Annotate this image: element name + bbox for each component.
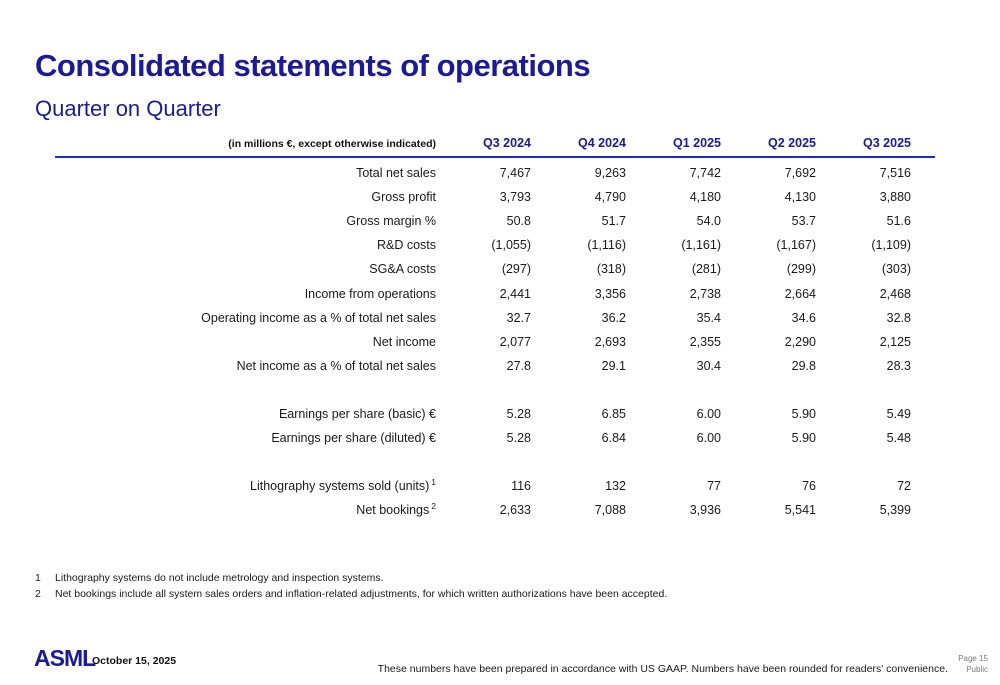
cell-value: 76 (802, 479, 816, 494)
table-header-row (55, 136, 935, 157)
cell-value: 5.49 (886, 406, 911, 421)
cell-value: 28.3 (886, 358, 911, 373)
cell-value: (1,161) (681, 238, 721, 253)
table-row (55, 257, 935, 281)
footer-disclaimer: These numbers have been prepared in accordance with US GAAP. Numbers have been rounded for readers' convenience. (377, 663, 948, 675)
row-label: Gross margin % (346, 214, 436, 229)
cell-value: 5,399 (879, 503, 911, 518)
row-label: Lithography systems sold (units) $^1$ (250, 477, 436, 494)
footnote (35, 587, 667, 603)
cell-value: 7,088 (594, 503, 626, 518)
cell-value: (1,167) (776, 238, 816, 253)
cell-value: 2,125 (879, 334, 911, 349)
footnote-marker: 2 (35, 587, 41, 600)
cell-value: 2,441 (499, 286, 531, 301)
financial-statements-table (55, 136, 935, 522)
cell-value: (297) (501, 262, 531, 277)
cell-value: 116 (511, 479, 531, 494)
row-label: Net income as a % of total net sales (236, 358, 436, 373)
cell-value: 3,936 (689, 503, 721, 518)
table-edge-spacer (911, 209, 935, 233)
cell-value: (1,055) (491, 238, 531, 253)
cell-value: 77 (707, 479, 721, 494)
cell-value: 30.4 (696, 358, 721, 373)
table-edge-spacer (911, 330, 935, 354)
cell-value: 7,692 (784, 166, 816, 181)
cell-value: 2,633 (499, 503, 531, 518)
cell-value: 32.8 (886, 310, 911, 325)
table-edge-spacer (911, 185, 935, 209)
asml-logo: ASML (34, 645, 96, 671)
footnote-reference: 2 (431, 501, 436, 512)
page-number: Page 15 (958, 654, 988, 663)
footnote (35, 571, 667, 587)
cell-value: 3,793 (499, 190, 531, 205)
cell-value: 2,664 (784, 286, 816, 301)
cell-value: 53.7 (791, 214, 816, 229)
table-row (55, 281, 935, 305)
footnote-marker: 1 (35, 572, 41, 584)
table-edge-spacer (911, 498, 935, 522)
table-row (55, 157, 935, 185)
cell-value: 5,541 (784, 503, 816, 518)
cell-value: 3,880 (879, 190, 911, 205)
table-row (55, 330, 935, 354)
cell-value: 5.90 (791, 431, 816, 446)
cell-value: 50.8 (506, 214, 531, 229)
table-row (55, 185, 935, 209)
table-edge-spacer (911, 136, 935, 157)
table-edge-spacer (911, 354, 935, 378)
cell-value: 5.48 (886, 431, 911, 446)
row-label: Operating income as a % of total net sales (201, 310, 436, 325)
table-spacer-row (55, 378, 935, 402)
cell-value: (281) (691, 262, 721, 277)
footnote-text: Net bookings include all system sales orders and inflation-related adjustments, for which written authorizations have been accepted. (55, 587, 668, 600)
page-subtitle: Quarter on Quarter (35, 96, 221, 121)
cell-value: 27.8 (506, 358, 531, 373)
row-label: Net bookings $^2$ (356, 501, 436, 518)
cell-value: 7,516 (879, 166, 911, 181)
cell-value: 3,356 (594, 286, 626, 301)
table-unit-label: (in millions €, except otherwise indicated) (55, 136, 436, 157)
cell-value: 132 (605, 479, 626, 494)
footer-date: October 15, 2025 (92, 655, 177, 667)
cell-value: 29.8 (791, 358, 816, 373)
cell-value: (299) (786, 262, 816, 277)
cell-value: 4,130 (784, 190, 816, 205)
footnotes (35, 571, 667, 602)
row-label: Income from operations (304, 286, 436, 301)
table-row (55, 209, 935, 233)
page-title: Consolidated statements of operations (35, 48, 591, 83)
row-label: Gross profit (371, 190, 436, 205)
table-edge-spacer (911, 257, 935, 281)
cell-value: 7,742 (689, 166, 721, 181)
cell-value: 2,077 (499, 334, 531, 349)
cell-value: 2,738 (689, 286, 721, 301)
cell-value: 2,290 (784, 334, 816, 349)
cell-value: 51.7 (601, 214, 626, 229)
table-row (55, 498, 935, 522)
cell-value: 5.90 (791, 406, 816, 421)
cell-value: 2,693 (594, 334, 626, 349)
table-spacer-row (55, 450, 935, 474)
table-edge-spacer (911, 306, 935, 330)
table-edge-spacer (911, 474, 935, 498)
table-edge-spacer (911, 233, 935, 257)
row-label: R&D costs (376, 238, 436, 253)
row-label: Total net sales (356, 166, 436, 181)
cell-value: 5.28 (506, 406, 531, 421)
cell-value: 2,468 (879, 286, 911, 301)
cell-value: 32.7 (506, 310, 531, 325)
table-row (55, 354, 935, 378)
cell-value: 9,263 (594, 166, 626, 181)
cell-value: (1,116) (587, 238, 626, 253)
column-header-q3-2025: Q3 2025 (816, 136, 911, 157)
table-row (55, 306, 935, 330)
cell-value: 4,180 (689, 190, 721, 205)
table-edge-spacer (911, 426, 935, 450)
cell-value: 36.2 (601, 310, 626, 325)
footnote-reference: 1 (431, 477, 436, 488)
cell-value: 35.4 (696, 310, 721, 325)
table-edge-spacer (911, 402, 935, 426)
table-row (55, 233, 935, 257)
cell-value: 51.6 (886, 214, 911, 229)
cell-value: 6.85 (601, 406, 626, 421)
table-edge-spacer (911, 157, 935, 185)
cell-value: 72 (897, 479, 911, 494)
row-label: Earnings per share (diluted) € (271, 431, 436, 446)
cell-value: 2,355 (689, 334, 721, 349)
cell-value: 6.00 (696, 431, 721, 446)
cell-value: 6.84 (601, 431, 626, 446)
footer-meta (958, 653, 988, 675)
cell-value: (1,109) (871, 238, 911, 253)
cell-value: (318) (596, 262, 626, 277)
cell-value: 34.6 (791, 310, 816, 325)
cell-value: 6.00 (696, 406, 721, 421)
table-row (55, 474, 935, 498)
cell-value: (303) (881, 262, 911, 277)
cell-value: 54.0 (696, 214, 721, 229)
table-edge-spacer (911, 281, 935, 305)
table-row (55, 402, 935, 426)
cell-value: 4,790 (594, 190, 626, 205)
column-header-q4-2024: Q4 2024 (531, 136, 626, 157)
row-label: Net income (372, 334, 436, 349)
footnote-text: Lithography systems do not include metrology and inspection systems. (55, 572, 384, 584)
row-label: Earnings per share (basic) € (278, 406, 436, 421)
classification-label: Public (966, 665, 988, 674)
column-header-q1-2025: Q1 2025 (626, 136, 721, 157)
cell-value: 7,467 (499, 166, 531, 181)
cell-value: 5.28 (506, 431, 531, 446)
table-row (55, 426, 935, 450)
cell-value: 29.1 (601, 358, 626, 373)
column-header-q3-2024: Q3 2024 (436, 136, 531, 157)
row-label: SG&A costs (369, 262, 436, 277)
column-header-q2-2025: Q2 2025 (721, 136, 816, 157)
